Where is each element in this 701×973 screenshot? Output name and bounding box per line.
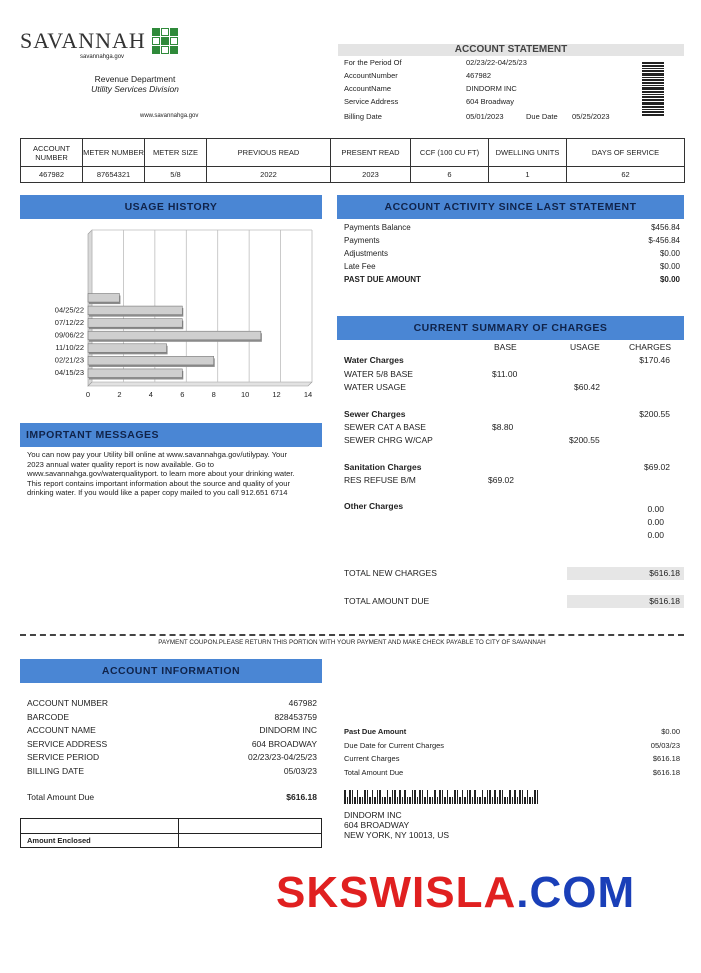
account-number-value: 467982	[466, 71, 492, 80]
barcode-bar	[444, 797, 446, 804]
dept-name: Revenue Department	[94, 74, 176, 84]
total-amount-due-value: $616.18	[567, 595, 684, 608]
barcode-bar	[409, 797, 411, 804]
barcode-bar	[379, 790, 381, 804]
past-due-label: PAST DUE AMOUNT	[344, 275, 421, 284]
barcode-bar	[494, 790, 496, 804]
meter-header: METER SIZE	[145, 139, 207, 167]
barcode-bar	[422, 790, 424, 804]
postal-barcode-icon	[344, 788, 580, 804]
x-tick-label: 6	[180, 390, 185, 399]
barcode-bar	[419, 790, 421, 804]
barcode-bar	[492, 797, 494, 804]
barcode-bar	[374, 797, 376, 804]
payments-value: $-456.84	[648, 236, 680, 245]
x-tick-label: 4	[148, 390, 153, 399]
barcode-bar	[487, 790, 489, 804]
info-value: 604 BROADWAY	[251, 738, 317, 749]
logo-text: SAVANNAH	[20, 28, 146, 53]
billing-date-value: 05/01/2023	[466, 112, 504, 121]
other-value: 0.00	[647, 504, 664, 514]
late-fee-value: $0.00	[659, 262, 680, 271]
barcode-bar	[472, 797, 474, 804]
water-usage-label: WATER USAGE	[344, 382, 406, 392]
meter-header: PREVIOUS READ	[207, 139, 331, 167]
meter-cell: 87654321	[83, 167, 145, 183]
sewer-total: $200.55	[639, 409, 670, 419]
barcode-bar	[364, 790, 366, 804]
barcode-bar	[399, 790, 401, 804]
usage-history-chart	[20, 222, 322, 400]
account-info-list	[27, 698, 317, 779]
meter-table	[20, 138, 685, 183]
barcode-bar	[434, 790, 436, 804]
barcode-bar	[397, 797, 399, 804]
address-line: 604 BROADWAY	[344, 820, 410, 830]
division-name: Utility Services Division	[91, 84, 179, 94]
usage-bar	[88, 369, 182, 378]
barcode-bar	[367, 790, 369, 804]
meter-cell: 6	[411, 167, 489, 183]
sewer-charges	[344, 409, 680, 449]
x-tick-label: 2	[117, 390, 122, 399]
adjustments-label: Adjustments	[344, 249, 389, 258]
amount-enclosed-label: Amount Enclosed	[27, 836, 91, 845]
site-url: www.savannahga.gov	[140, 113, 199, 119]
remit-summary	[344, 727, 680, 781]
account-activity-header: ACCOUNT ACTIVITY SINCE LAST STATEMENT	[337, 195, 684, 219]
barcode-bar	[394, 790, 396, 804]
barcode-bar	[537, 790, 539, 804]
sewer-usage-value: $200.55	[569, 435, 600, 445]
barcode-bar	[417, 797, 419, 804]
billing-date-label: Billing Date	[344, 112, 382, 121]
total-new-charges-value: $616.18	[567, 567, 684, 580]
y-category-label: 02/21/23	[54, 355, 84, 365]
other-value: 0.00	[647, 517, 664, 527]
info-value: 05/03/23	[283, 765, 317, 776]
usage-history-header: USAGE HISTORY	[20, 195, 322, 219]
watermark-part1: SKSWISLA	[276, 868, 517, 917]
sanitation-total: $69.02	[644, 462, 670, 472]
usage-bar	[88, 294, 119, 303]
barcode-bar	[404, 790, 406, 804]
service-address-label: Service Address	[344, 97, 399, 106]
y-category-label: 11/10/22	[55, 343, 84, 352]
barcode-bar	[349, 790, 351, 804]
usage-bar	[88, 331, 261, 340]
barcode-bar	[534, 790, 536, 804]
service-address-value: 604 Broadway	[466, 97, 514, 106]
barcode-bar	[502, 790, 504, 804]
sewer-usage-label: SEWER CHRG W/CAP	[344, 435, 433, 445]
barcode-bar	[449, 797, 451, 804]
meter-header: ACCOUNT NUMBER	[21, 139, 83, 167]
billing-row	[344, 112, 624, 121]
barcode-bar	[514, 790, 516, 804]
info-value: 02/23/23-04/25/23	[247, 752, 317, 762]
sanitation-title: Sanitation Charges	[344, 462, 422, 472]
adjustments-value: $0.00	[659, 249, 680, 258]
meter-cell: 467982	[21, 167, 83, 183]
barcode-bar	[427, 790, 429, 804]
barcode-bar	[519, 790, 521, 804]
barcode-bar	[532, 797, 534, 804]
remit-value: 05/03/23	[650, 740, 680, 750]
coupon-text: PAYMENT COUPON.PLEASE RETURN THIS PORTION WITH YOUR PAYMENT AND MAKE CHECK PAYABLE TO CITY OF SAVANNAH	[155, 639, 548, 646]
barcode-bar	[452, 797, 454, 804]
barcode-bar	[352, 790, 354, 804]
barcode-bar	[462, 790, 464, 804]
barcode-bar	[424, 797, 426, 804]
remit-value: $0.00	[661, 727, 680, 736]
account-name-value: DINDORM INC	[466, 84, 517, 93]
barcode-bar	[392, 790, 394, 804]
barcode-bar	[442, 790, 444, 804]
logo-url: savannahga.gov	[80, 54, 125, 60]
info-value: DINDORM INC	[259, 725, 317, 735]
important-messages-header: IMPORTANT MESSAGES	[20, 423, 322, 447]
barcode-bar	[479, 797, 481, 804]
water-title: Water Charges	[344, 355, 404, 365]
barcode-bar	[354, 797, 356, 804]
barcode-bar	[484, 797, 486, 804]
info-value: 828453759	[274, 711, 317, 722]
sanitation-charges	[344, 462, 680, 490]
chart-floor	[88, 382, 312, 386]
sewer-base-value: $8.80	[492, 422, 514, 432]
meter-header: DWELLING UNITS	[489, 139, 567, 167]
watermark	[276, 868, 635, 918]
meter-cell: 62	[567, 167, 685, 183]
y-category-label: 04/15/23	[54, 368, 84, 378]
barcode-bar	[522, 790, 524, 804]
meter-header: CCF (100 CU FT)	[411, 139, 489, 167]
barcode-bar	[477, 797, 479, 804]
barcode-bar	[527, 790, 529, 804]
barcode-bar	[447, 790, 449, 804]
payments-label: Payments	[344, 236, 380, 245]
barcode-bar	[457, 790, 459, 804]
payments-balance-label: Payments Balance	[344, 223, 411, 232]
info-label: ACCOUNT NUMBER	[27, 698, 109, 708]
barcode-bar	[402, 797, 404, 804]
barcode-bar	[347, 797, 349, 804]
barcode-bar	[344, 790, 346, 804]
amount-enclosed-input[interactable]	[181, 834, 319, 846]
barcode-bar	[529, 797, 531, 804]
vertical-barcode-icon	[642, 62, 664, 116]
meter-cell: 1	[489, 167, 567, 183]
usage-bar	[88, 356, 214, 365]
col-base: BASE	[494, 342, 517, 352]
barcode-bar	[412, 790, 414, 804]
remit-label: Current Charges	[344, 754, 400, 763]
statement-details	[344, 58, 544, 110]
watermark-part2: .COM	[516, 868, 636, 917]
remit-value: $616.18	[652, 767, 680, 777]
due-date-label: Due Date	[526, 112, 558, 121]
info-value: 467982	[288, 698, 317, 708]
meter-cell: 5/8	[145, 167, 207, 183]
col-usage: USAGE	[570, 342, 600, 352]
barcode-bar	[432, 797, 434, 804]
barcode-bar	[512, 797, 514, 804]
remit-value: $616.18	[652, 754, 680, 763]
remit-label: Due Date for Current Charges	[344, 740, 445, 750]
other-charges	[344, 501, 680, 545]
info-total-row	[27, 792, 317, 802]
barcode-bar	[429, 797, 431, 804]
barcode-bar	[454, 790, 456, 804]
sewer-title: Sewer Charges	[344, 409, 406, 419]
remit-label: Total Amount Due	[344, 767, 404, 777]
payments-balance-value: $456.84	[651, 223, 680, 232]
barcode-bar	[517, 797, 519, 804]
usage-bar	[88, 319, 182, 328]
water-base-label: WATER 5/8 BASE	[344, 369, 413, 379]
barcode-bar	[369, 797, 371, 804]
barcode-bar	[372, 790, 374, 804]
barcode-bar	[497, 797, 499, 804]
barcode-bar	[407, 797, 409, 804]
barcode-bar	[482, 790, 484, 804]
total-new-charges-label: TOTAL NEW CHARGES	[344, 568, 437, 578]
meter-cell: 2022	[207, 167, 331, 183]
barcode-bar	[439, 790, 441, 804]
water-base-value: $11.00	[492, 369, 518, 379]
info-label: SERVICE ADDRESS	[27, 738, 108, 749]
barcode-bar	[499, 790, 501, 804]
y-category-label: 07/12/22	[54, 317, 84, 327]
x-tick-label: 14	[303, 390, 313, 399]
department	[70, 74, 200, 94]
barcode-bar	[464, 797, 466, 804]
past-due-value: $0.00	[659, 275, 680, 284]
barcode-bar	[359, 797, 361, 804]
water-usage-value: $60.42	[574, 382, 600, 392]
x-tick-label: 0	[85, 390, 91, 399]
x-tick-label: 8	[211, 390, 216, 399]
address-line: DINDORM INC	[344, 810, 402, 820]
barcode-bar	[467, 790, 469, 804]
y-category-label: 04/25/22	[54, 305, 84, 315]
account-name-label: AccountName	[344, 84, 392, 93]
barcode-bar	[362, 797, 364, 804]
barcode-bar	[389, 797, 391, 804]
other-title: Other Charges	[344, 501, 404, 511]
info-label: SERVICE PERIOD	[27, 752, 100, 762]
coupon-text-wrap	[20, 634, 684, 652]
sewer-base-label: SEWER CAT A BASE	[344, 422, 426, 432]
summary-header: CURRENT SUMMARY OF CHARGES	[337, 316, 684, 340]
other-value: 0.00	[647, 530, 664, 540]
logo-square-icon	[152, 28, 178, 54]
barcode-bar	[507, 797, 509, 804]
barcode-bar	[387, 790, 389, 804]
meter-header: METER NUMBER	[83, 139, 145, 167]
address-line: NEW YORK, NY 10013, US	[344, 830, 450, 840]
barcode-bar	[524, 797, 526, 804]
info-total-value: $616.18	[286, 792, 317, 802]
important-messages-body: You can now pay your Utility bill online at www.savannahga.gov/utilypay. Your 2023 annual water quality report is now available. Go to www.savannahga.gov/waterqualityport. to learn more about your drinking water. This report contains important information about the source and quality of your drinking water. If you would like a paper copy mailed to you call 912.651 6714	[27, 450, 295, 498]
period-label: For the Period Of	[344, 58, 402, 67]
late-fee-label: Late Fee	[344, 262, 376, 271]
meter-cell: 2023	[331, 167, 411, 183]
city-logo	[20, 28, 178, 60]
barcode-bar	[357, 790, 359, 804]
total-amount-due-label: TOTAL AMOUNT DUE	[344, 596, 430, 606]
enclosed-vdivider	[178, 819, 179, 847]
x-tick-label: 12	[272, 390, 281, 399]
account-number-label: AccountNumber	[344, 71, 398, 80]
barcode-bar	[382, 797, 384, 804]
x-tick-label: 10	[240, 390, 250, 399]
account-activity	[344, 221, 680, 286]
barcode-bar	[489, 790, 491, 804]
remit-label: Past Due Amount	[344, 727, 407, 736]
water-charges	[344, 355, 680, 395]
info-label: ACCOUNT NAME	[27, 725, 96, 735]
barcode-bar	[504, 797, 506, 804]
usage-bar	[88, 344, 167, 353]
sanitation-base-label: RES REFUSE B/M	[344, 475, 416, 485]
account-info-header: ACCOUNT INFORMATION	[20, 659, 322, 683]
barcode-bar	[509, 790, 511, 804]
mailing-address	[344, 810, 449, 840]
info-total-label: Total Amount Due	[27, 792, 95, 802]
statement-title: ACCOUNT STATEMENT	[338, 44, 684, 56]
meter-header: DAYS OF SERVICE	[567, 139, 685, 167]
info-label: BILLING DATE	[27, 765, 84, 776]
usage-bar	[88, 306, 182, 315]
sanitation-base-value: $69.02	[488, 475, 514, 485]
water-total: $170.46	[639, 355, 670, 365]
y-category-label: 09/06/22	[54, 330, 84, 340]
barcode-bar	[459, 797, 461, 804]
amount-enclosed-box	[20, 818, 322, 848]
barcode-bar	[469, 790, 471, 804]
period-value: 02/23/22-04/25/23	[466, 58, 527, 67]
barcode-bar	[384, 797, 386, 804]
barcode-bar	[437, 797, 439, 804]
barcode-bar	[377, 790, 379, 804]
barcode-bar	[414, 790, 416, 804]
info-label: BARCODE	[27, 711, 70, 722]
due-date-value: 05/25/2023	[572, 112, 610, 121]
meter-header: PRESENT READ	[331, 139, 411, 167]
barcode-bar	[474, 790, 476, 804]
col-charges: CHARGES	[629, 342, 672, 352]
